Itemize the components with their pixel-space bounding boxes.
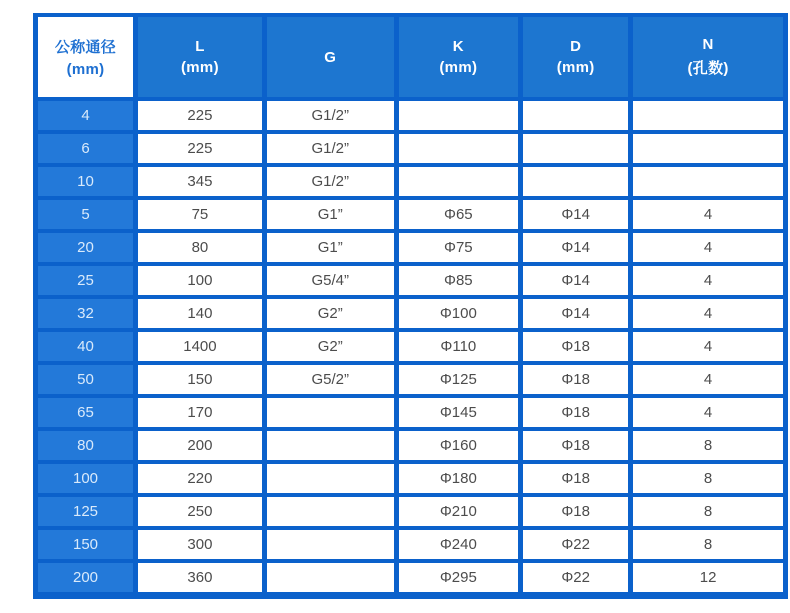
data-cell: 100	[138, 266, 262, 295]
data-cell: 4	[633, 200, 783, 229]
data-cell	[267, 398, 394, 427]
data-cell	[633, 134, 783, 163]
data-cell: 4	[633, 398, 783, 427]
header-cell-D	[523, 17, 628, 97]
header-cell-G	[267, 17, 394, 97]
header-unit: (mm)	[66, 61, 105, 78]
row-header-cell: 5	[38, 200, 133, 229]
data-cell: Φ210	[399, 497, 519, 526]
table-row	[38, 233, 783, 262]
data-cell: Φ240	[399, 530, 519, 559]
row-header-cell: 10	[38, 167, 133, 196]
header-cell-N	[633, 17, 783, 97]
table-row	[38, 101, 783, 130]
data-cell	[633, 101, 783, 130]
data-cell: Φ85	[399, 266, 519, 295]
data-cell: G1”	[267, 233, 394, 262]
header-unit: (mm)	[439, 59, 478, 76]
data-cell	[523, 134, 628, 163]
data-cell	[399, 134, 519, 163]
header-row	[38, 17, 783, 97]
data-cell	[267, 431, 394, 460]
row-header-cell: 20	[38, 233, 133, 262]
data-cell: 250	[138, 497, 262, 526]
data-cell	[523, 167, 628, 196]
row-header-cell: 100	[38, 464, 133, 493]
data-cell: Φ65	[399, 200, 519, 229]
data-cell: G5/2”	[267, 365, 394, 394]
row-header-cell: 150	[38, 530, 133, 559]
data-cell: 200	[138, 431, 262, 460]
header-label: L	[195, 38, 205, 55]
table-row	[38, 200, 783, 229]
data-cell: 225	[138, 134, 262, 163]
table-row	[38, 365, 783, 394]
data-cell: G1/2”	[267, 101, 394, 130]
data-cell: Φ125	[399, 365, 519, 394]
row-header-cell: 6	[38, 134, 133, 163]
data-cell: Φ18	[523, 365, 628, 394]
data-cell: 8	[633, 497, 783, 526]
data-cell: G1/2”	[267, 167, 394, 196]
data-cell: 4	[633, 299, 783, 328]
data-cell	[399, 167, 519, 196]
row-header-cell: 200	[38, 563, 133, 592]
data-cell: 4	[633, 365, 783, 394]
data-cell	[267, 497, 394, 526]
data-cell: 4	[633, 332, 783, 361]
data-cell: Φ160	[399, 431, 519, 460]
data-cell: G2”	[267, 299, 394, 328]
row-header-cell: 65	[38, 398, 133, 427]
header-cell-K	[399, 17, 519, 97]
data-cell: Φ14	[523, 299, 628, 328]
data-cell: Φ22	[523, 563, 628, 592]
row-header-cell: 40	[38, 332, 133, 361]
data-cell: Φ18	[523, 464, 628, 493]
header-cell-L	[138, 17, 262, 97]
dimension-spec-table	[33, 13, 788, 596]
data-cell: Φ18	[523, 332, 628, 361]
data-cell: 1400	[138, 332, 262, 361]
data-cell	[633, 167, 783, 196]
data-cell: 12	[633, 563, 783, 592]
data-cell: Φ18	[523, 431, 628, 460]
data-cell: Φ145	[399, 398, 519, 427]
data-cell: 140	[138, 299, 262, 328]
table-row	[38, 497, 783, 526]
data-cell: 8	[633, 431, 783, 460]
table-row	[38, 431, 783, 460]
data-cell: 220	[138, 464, 262, 493]
header-cell-nominal-diameter	[38, 17, 133, 97]
header-label: 公称通径	[54, 39, 117, 56]
table-row	[38, 464, 783, 493]
table-row	[38, 563, 783, 592]
data-cell: G2”	[267, 332, 394, 361]
data-cell: 300	[138, 530, 262, 559]
table-row	[38, 530, 783, 559]
header-label: N	[702, 36, 714, 53]
data-cell: Φ18	[523, 398, 628, 427]
data-cell: Φ14	[523, 266, 628, 295]
data-cell: 8	[633, 530, 783, 559]
row-header-cell: 50	[38, 365, 133, 394]
data-cell	[267, 563, 394, 592]
row-header-cell: 125	[38, 497, 133, 526]
spec-table-container	[33, 13, 788, 599]
table-row	[38, 266, 783, 295]
table-body	[38, 101, 783, 592]
data-cell: Φ14	[523, 233, 628, 262]
header-unit: (孔数)	[687, 60, 729, 77]
data-cell: 4	[633, 233, 783, 262]
header-unit: (mm)	[556, 59, 595, 76]
data-cell: 80	[138, 233, 262, 262]
table-row	[38, 332, 783, 361]
header-label: G	[324, 48, 337, 66]
data-cell: 75	[138, 200, 262, 229]
table-row	[38, 167, 783, 196]
table-row	[38, 134, 783, 163]
table-row	[38, 398, 783, 427]
data-cell: Φ110	[399, 332, 519, 361]
row-header-cell: 32	[38, 299, 133, 328]
data-cell: G1/2”	[267, 134, 394, 163]
data-cell: Φ180	[399, 464, 519, 493]
data-cell: Φ18	[523, 497, 628, 526]
data-cell	[267, 530, 394, 559]
data-cell: Φ295	[399, 563, 519, 592]
row-header-cell: 80	[38, 431, 133, 460]
data-cell	[523, 101, 628, 130]
header-label: D	[570, 38, 582, 55]
row-header-cell: 25	[38, 266, 133, 295]
row-header-cell: 4	[38, 101, 133, 130]
data-cell: G5/4”	[267, 266, 394, 295]
data-cell: Φ22	[523, 530, 628, 559]
data-cell: 8	[633, 464, 783, 493]
data-cell: 150	[138, 365, 262, 394]
data-cell: 170	[138, 398, 262, 427]
table-header	[38, 17, 783, 97]
data-cell: 4	[633, 266, 783, 295]
data-cell: 225	[138, 101, 262, 130]
header-label: K	[452, 38, 464, 55]
data-cell: 345	[138, 167, 262, 196]
data-cell: Φ14	[523, 200, 628, 229]
data-cell: 360	[138, 563, 262, 592]
data-cell	[267, 464, 394, 493]
data-cell: Φ75	[399, 233, 519, 262]
table-row	[38, 299, 783, 328]
header-unit: (mm)	[181, 59, 219, 76]
data-cell	[399, 101, 519, 130]
data-cell: Φ100	[399, 299, 519, 328]
data-cell: G1”	[267, 200, 394, 229]
